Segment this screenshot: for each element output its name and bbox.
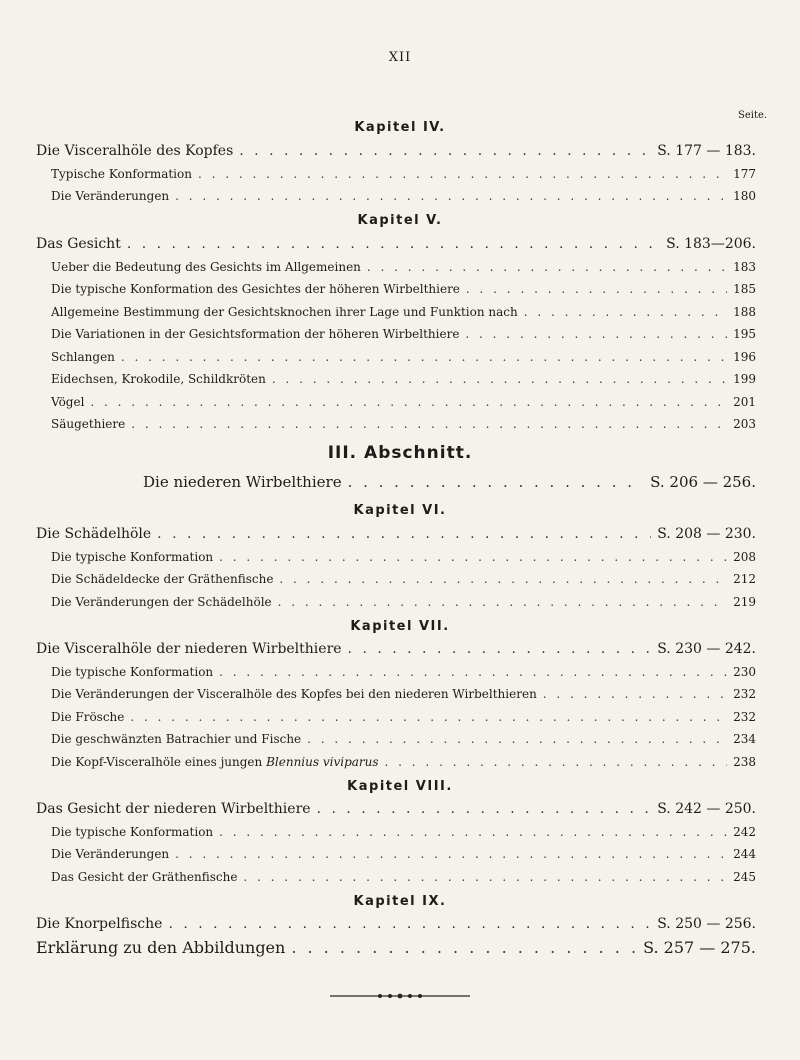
ornamental-rule (330, 992, 470, 1000)
page-number: XII (388, 50, 412, 65)
toc-entry[interactable]: Die Schädelhöle . . . S. 208 — 230. (36, 526, 756, 542)
toc-entry[interactable]: Die typische Konformation . . . 208 (51, 550, 756, 564)
toc-entry[interactable]: Die Veränderungen . . . 244 (51, 847, 756, 861)
toc-entry[interactable]: Die geschwänzten Batrachier und Fische . . . 234 (51, 732, 756, 746)
toc-entry[interactable]: Die Variationen in der Gesichtsformation der höheren Wirbelthiere . . . 195 (51, 327, 756, 341)
toc-entry[interactable]: Die typische Konformation . . . 242 (51, 825, 756, 839)
toc-entry[interactable]: Die Visceralhöle des Kopfes . . . S. 177 — 183. (36, 143, 756, 159)
toc-entry[interactable]: Die niederen Wirbelthiere . . . S. 206 — 256. (143, 473, 756, 491)
section-heading-3: III. Abschnitt. (327, 443, 473, 463)
chapter-heading-7: Kapitel VII. (350, 619, 450, 634)
toc-entry[interactable]: Die Knorpelfische . . . S. 250 — 256. (36, 916, 756, 932)
chapter-heading-4: Kapitel IV. (354, 120, 446, 135)
chapter-heading-8: Kapitel VIII. (347, 779, 453, 794)
chapter-heading-6: Kapitel VI. (353, 503, 447, 518)
toc-entry[interactable]: Das Gesicht der niederen Wirbelthiere . . . S. 242 — 250. (36, 801, 756, 817)
toc-entry[interactable]: Die Frösche . . . 232 (51, 710, 756, 724)
toc-entry[interactable]: Die Schädeldecke der Gräthenfische . . . 212 (51, 572, 756, 586)
toc-entry[interactable]: Die Veränderungen der Schädelhöle . . . 219 (51, 595, 756, 609)
toc-entry[interactable]: Die Veränderungen . . . 180 (51, 189, 756, 203)
toc-entry[interactable]: Das Gesicht . . . S. 183—206. (36, 236, 756, 252)
toc-entry[interactable]: Allgemeine Bestimmung der Gesichtsknochen ihrer Lage und Funktion nach . . . 188 (51, 305, 756, 319)
toc-entry[interactable]: Das Gesicht der Gräthenfische . . . 245 (51, 870, 756, 884)
chapter-heading-5: Kapitel V. (357, 213, 443, 228)
toc-entry[interactable]: Säugethiere . . . 203 (51, 417, 756, 431)
toc-entry[interactable]: Erklärung zu den Abbildungen . . . S. 257 — 275. (36, 938, 756, 957)
toc-entry[interactable]: Schlangen . . . 196 (51, 350, 756, 364)
toc-entry[interactable]: Vögel . . . 201 (51, 395, 756, 409)
toc-entry[interactable]: Eidechsen, Krokodile, Schildkröten . . . 199 (51, 372, 756, 386)
chapter-heading-9: Kapitel IX. (353, 894, 447, 909)
toc-entry[interactable]: Die typische Konformation . . . 230 (51, 665, 756, 679)
toc-entry[interactable]: Die typische Konformation des Gesichtes der höheren Wirbelthiere . . . 185 (51, 282, 756, 296)
toc-entry[interactable]: Typische Konformation . . . 177 (51, 167, 756, 181)
seite-label: Seite. (738, 110, 768, 121)
toc-entry[interactable]: Die Visceralhöle der niederen Wirbelthiere . . . S. 230 — 242. (36, 641, 756, 657)
toc-entry[interactable]: Die Veränderungen der Visceralhöle des Kopfes bei den niederen Wirbelthieren . . . 232 (51, 687, 756, 701)
toc-entry[interactable]: Ueber die Bedeutung des Gesichts im Allgemeinen . . . 183 (51, 260, 756, 274)
toc-entry[interactable]: Die Kopf-Visceralhöle eines jungen Blennius viviparus . . . 238 (51, 755, 756, 769)
